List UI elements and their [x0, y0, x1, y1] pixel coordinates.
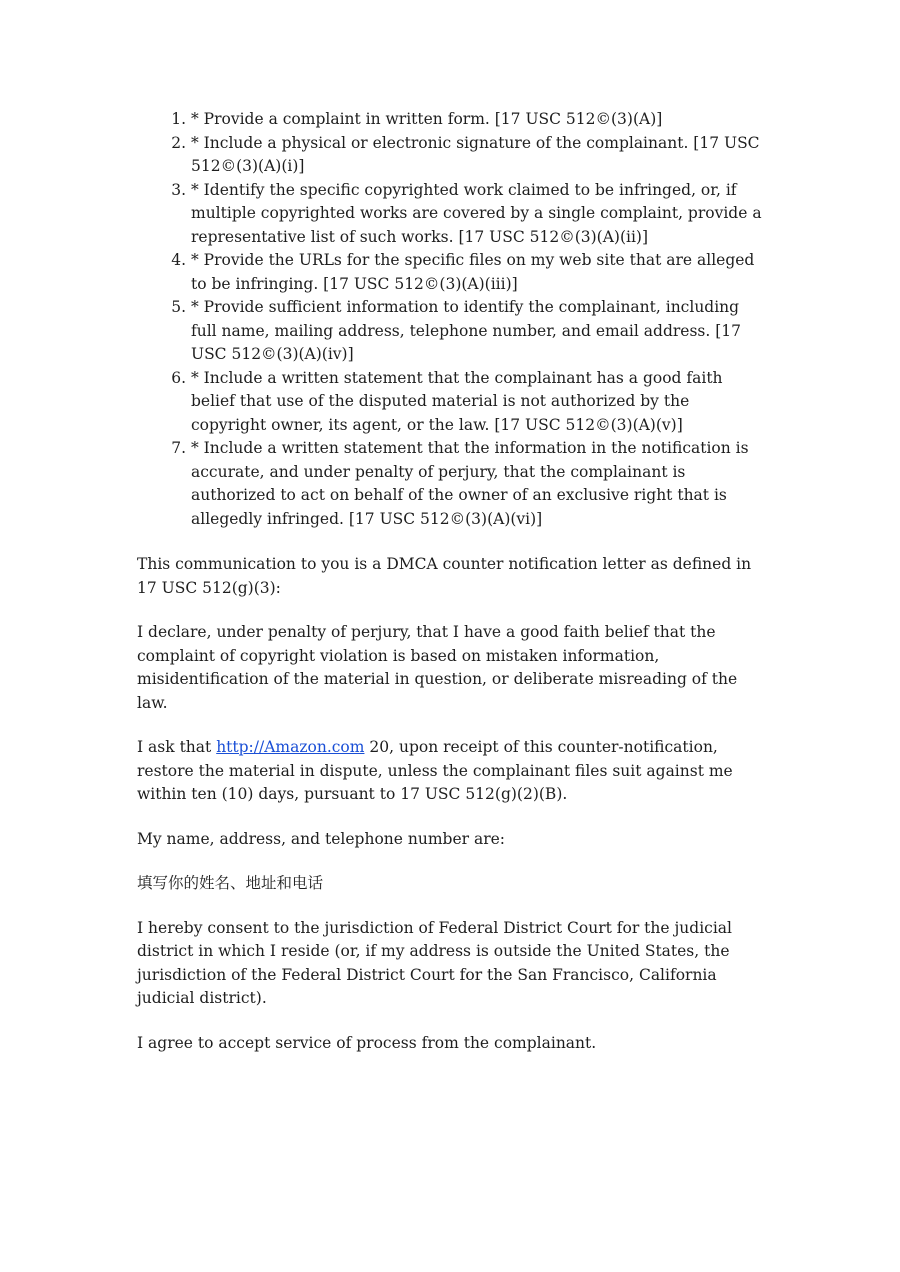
- restore-request-prefix: I ask that: [137, 738, 217, 756]
- document-page: [137, 108, 767, 1055]
- amazon-link[interactable]: http://Amazon.com: [216, 738, 365, 756]
- restore-request-suffix: 20, upon receipt of this counter-notification, restore the material in dispute, unless the complainant files suit against me within ten (10) days, pursuant to 17 USC 512(g)(2)(B).: [137, 738, 733, 803]
- list-item: 6. * Include a written statement that the complainant has a good faith belief that use of the disputed material is not authorized by the copyright owner, its agent, or the law. [17 USC 512©(3)(A)(v)]: [191, 367, 767, 438]
- list-item: 3. * Identify the specific copyrighted work claimed to be infringed, or, if multiple copyrighted works are covered by a single complaint, provide a representative list of such works. [17 USC 512©(3)(A)(ii)]: [191, 179, 767, 250]
- list-item: 2. * Include a physical or electronic signature of the complainant. [17 USC 512©(3)(A)(i)]: [191, 132, 767, 179]
- list-item: 4. * Provide the URLs for the specific files on my web site that are alleged to be infringing. [17 USC 512©(3)(A)(iii)]: [191, 249, 767, 296]
- declaration-paragraph: I declare, under penalty of perjury, that I have a good faith belief that the complaint of copyright violation is based on mistaken information, misidentification of the material in question, or deliberate misreading of the law.: [137, 623, 738, 712]
- contact-placeholder-paragraph: 填写你的姓名、地址和电话: [137, 874, 324, 892]
- requirements-list: [137, 108, 767, 531]
- requirements-list-block: [137, 108, 767, 531]
- jurisdiction-paragraph: I hereby consent to the jurisdiction of Federal District Court for the judicial district in which I reside (or, if my address is outside the United States, the jurisdiction of the Federal District Court for the San Francisco, California judicial district).: [137, 918, 732, 1007]
- list-item: 1. * Provide a complaint in written form. [17 USC 512©(3)(A)]: [191, 108, 767, 132]
- contact-intro-paragraph: My name, address, and telephone number are:: [137, 829, 505, 848]
- list-item: 5. * Provide sufficient information to identify the complainant, including full name, mailing address, telephone number, and email address. [17 USC 512©(3)(A)(iv)]: [191, 296, 767, 367]
- list-item: 7. * Include a written statement that the information in the notification is accurate, and under penalty of perjury, that the complainant is authorized to act on behalf of the owner of an exclusive right that is allegedly infringed. [17 USC 512©(3)(A)(vi)]: [191, 437, 767, 531]
- restore-request-paragraph: [137, 736, 767, 807]
- service-consent-paragraph: I agree to accept service of process from the complainant.: [137, 1033, 597, 1052]
- counter-notice-paragraph: This communication to you is a DMCA counter notification letter as defined in 17 USC 512(g)(3):: [137, 555, 752, 597]
